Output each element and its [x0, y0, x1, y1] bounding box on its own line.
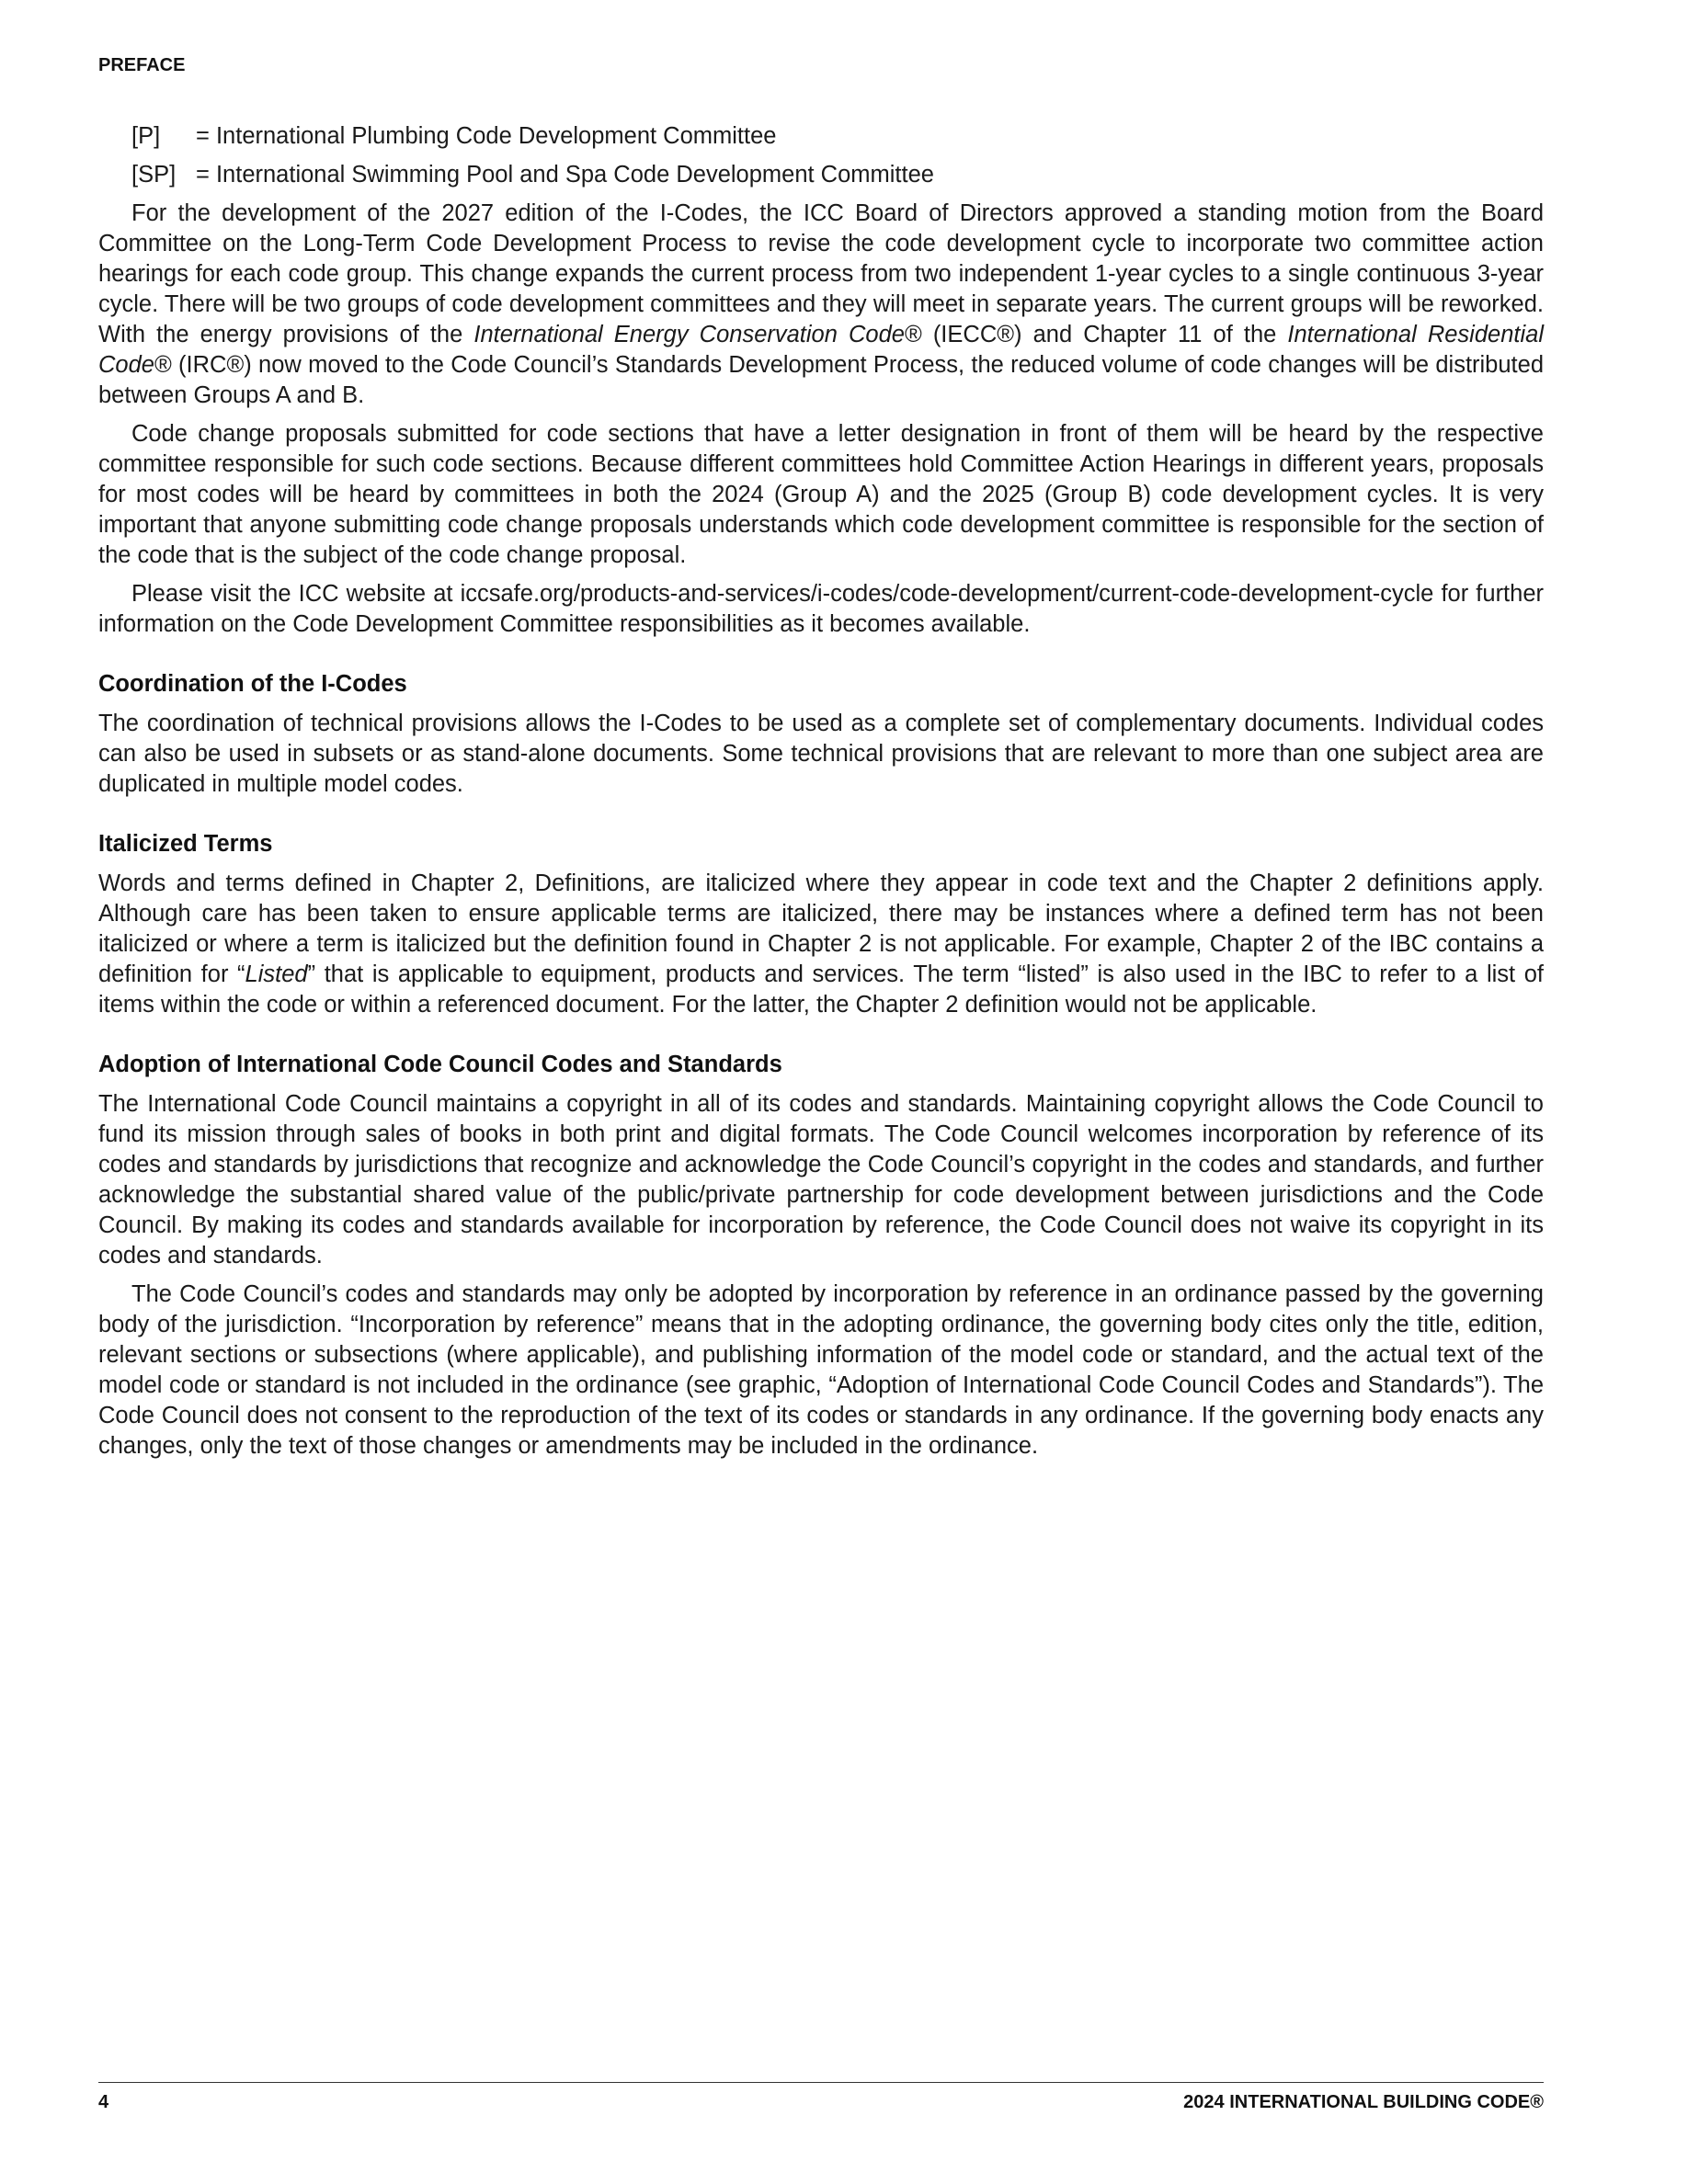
- committee-code-row: [131, 121, 1544, 152]
- italic-code-title: International Energy Conservation Code: [473, 322, 905, 347]
- section-heading-coordination: Coordination of the I-Codes: [98, 671, 407, 697]
- text-run: ” that is applicable to equipment, products and services. The term “listed” is also used in the IBC to refer to a list of items within the code or within a referenced document. For the latter, the Chapter 2 definition would not be applicable.: [98, 961, 1545, 1018]
- book-title: 2024 INTERNATIONAL BUILDING CODE®: [1183, 2092, 1544, 2112]
- section-heading-italicized-terms: Italicized Terms: [98, 831, 273, 857]
- committee-code-key: [SP]: [131, 162, 177, 188]
- adoption-paragraph-copyright: The International Code Council maintains a copyright in all of its codes and standards. Maintaining copyright allows the Code Council to fund its mission through sales of books in both print and digital formats. The Code Council welcomes incorporation by reference of its codes and standards by jurisdictions that recognize and acknowledge the Code Council’s copyright in the codes and standards, and further acknowledge the substantial shared value of the public/private partnership for code development between jurisdictions and the Code Council. By making its codes and standards available for incorporation by reference, the Code Council does not waive its copyright in its codes and standards.: [98, 1091, 1544, 1268]
- text-run: ® (IRC®) now moved to the Code Council’s Standards Development Process, the reduced volume of code changes will be distributed between Groups A and B.: [98, 352, 1544, 408]
- footer-divider: [98, 2082, 1544, 2083]
- intro-paragraph-proposals: Code change proposals submitted for code sections that have a letter designation in front of them will be heard by the respective committee responsible for such code sections. Because different committees hold Committee Action Hearings in different years, proposals for most codes will be heard by committees in both the 2024 (Group A) and the 2025 (Group B) code development cycles. It is very important that anyone submitting code change proposals understands which code development committee is responsible for the section of the code that is the subject of the code change proposal.: [98, 421, 1544, 568]
- italic-term: Listed: [245, 961, 308, 987]
- page-number: 4: [98, 2092, 109, 2112]
- page-content: [98, 121, 1544, 1470]
- committee-code-name: = International Swimming Pool and Spa Code Development Committee: [196, 162, 934, 188]
- adoption-paragraph-incorporation: The Code Council’s codes and standards may only be adopted by incorporation by reference in an ordinance passed by the governing body of the jurisdiction. “Incorporation by reference” means that in the adopting ordinance, the governing body cites only the title, edition, relevant sections or subsections (where applicable), and publishing information of the model code or standard, and the actual text of the model code or standard is not included in the ordinance (see graphic, “Adoption of International Code Council Codes and Standards”). The Code Council does not consent to the reproduction of the text of its codes or standards in any ordinance. If the governing body enacts any changes, only the text of those changes or amendments may be included in the ordinance.: [98, 1281, 1544, 1459]
- committee-code-row: [131, 160, 1544, 190]
- text-run: For the development of the 2027 edition of the I-Codes, the ICC Board of Directors approved a standing motion from the Board Committee on the Long-Term Code Development Process to revise the code development cycle to incorporate two committee action hearings for each code group. This change expands the current process from two independent 1-year cycles to a single continuous 3-year cycle. There will be two groups of code development committees and they will meet in separate years. The current groups will be reworked. With the energy provisions of the: [98, 200, 1544, 347]
- intro-paragraph-2027-edition: [98, 199, 1544, 411]
- text-run: ® (IECC®) and Chapter 11 of the: [904, 322, 1288, 347]
- section-heading-adoption: Adoption of International Code Council Codes and Standards: [98, 1052, 782, 1077]
- coordination-paragraph: The coordination of technical provisions allows the I-Codes to be used as a complete set of complementary documents. Individual codes can also be used in subsets or as stand-alone documents. Some technical provisions that are relevant to more than one subject area are duplicated in multiple model codes.: [98, 711, 1544, 797]
- committee-code-key: [P]: [131, 123, 161, 149]
- text-run: Words and terms defined in Chapter 2, Definitions, are italicized where they appear in code text and the Chapter 2 definitions apply. Although care has been taken to ensure applicable terms are italicized, there may be instances where a defined term has not been italicized or where a term is italicized but the definition found in Chapter 2 is not applicable. For example, Chapter 2 of the IBC contains a definition for “: [98, 870, 1544, 987]
- running-head: PREFACE: [98, 55, 186, 75]
- italic-code-title: International Residential Code: [98, 322, 1544, 378]
- italicized-terms-paragraph: [98, 869, 1544, 1020]
- committee-code-name: = International Plumbing Code Development Committee: [196, 123, 777, 149]
- intro-paragraph-website: Please visit the ICC website at iccsafe.org/products-and-services/i-codes/code-development/current-code-development-cycle for further information on the Code Development Committee responsibilities as it becomes available.: [98, 581, 1544, 637]
